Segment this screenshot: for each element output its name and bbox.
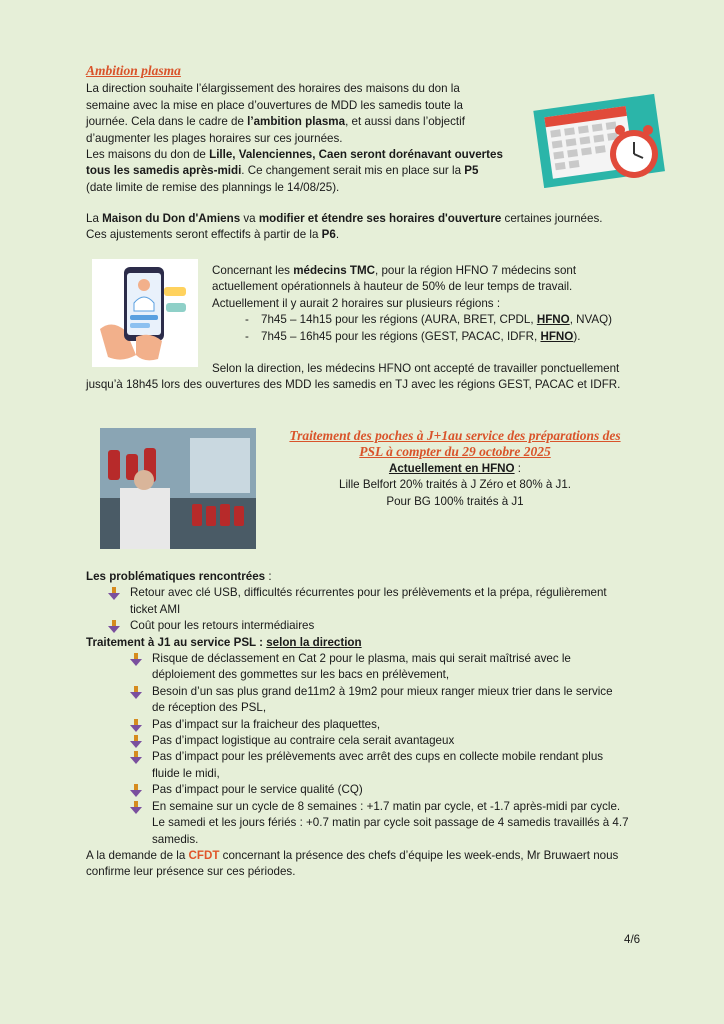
list-item: Pas d’impact pour le service qualité (CQ) <box>130 782 706 798</box>
list-item: Coût pour les retours intermédiaires <box>108 618 706 634</box>
list-item: ticket AMI <box>130 602 181 616</box>
list-item: Pas d’impact sur la fraicheur des plaquettes, <box>130 717 706 733</box>
arrow-down-bullet-icon <box>130 735 142 748</box>
arrow-down-bullet-icon <box>130 784 142 797</box>
amiens-paragraph: La Maison du Don d'Amiens va modifier et étendre ses horaires d'ouverture certaines journées. Ces ajustements seront effectifs à partir de la P6. <box>86 212 603 242</box>
horaires-list <box>245 312 692 345</box>
list-item: En semaine sur un cycle de 8 semaines : +1.7 matin par cycle, et -1.7 après-midi par cycle. Le samedi et les jours fériés : +0.7 matin par cycle soit passage de 4 samedis travaillés à 4.7 samedis. <box>130 799 706 848</box>
ambition-text: La direction souhaite l’élargissement des horaires des maisons du don la <box>86 82 460 96</box>
problems-list <box>108 585 706 634</box>
phone-doctor-icon <box>92 259 198 367</box>
arrow-down-bullet-icon <box>130 751 142 764</box>
list-item: - 7h45 – 16h45 pour les régions (GEST, PACAC, IDFR, HFNO). <box>245 329 692 345</box>
lab-photo <box>100 428 256 549</box>
arrow-down-bullet-icon <box>130 653 142 666</box>
j1-list <box>130 651 706 848</box>
tmc-direction-paragraph: Selon la direction, les médecins HFNO ont accepté de travailler ponctuellement jusqu’à 18h45 lors des ouvertures des MDD les samedis en TJ avec les régions GEST, PACAC et IDFR. <box>86 362 621 392</box>
list-item: Pas d’impact pour les prélèvements avec arrêt des cups en collecte mobile rendant plus fluide le midi, <box>130 749 706 782</box>
closing-paragraph: A la demande de la CFDT concernant la présence des chefs d’équipe les week-ends, Mr Bruwaert nous <box>86 848 619 862</box>
telemedicine-image <box>92 259 198 367</box>
page-number: 4/6 <box>624 933 641 946</box>
list-item: Besoin d’un sas plus grand de11m2 à 19m2 pour mieux ranger mieux trier dans le service de réception des PSL, <box>130 684 706 717</box>
arrow-down-bullet-icon <box>108 587 120 600</box>
ambition-section: Ambition plasma La direction souhaite l’élargissement des horaires des maisons du don la semaine avec la mise en place d’ouvertures de MDD les samedis toute la journée. Cela dans le cadre de l’ambition plasma, et aussi dans l’objectif d’augmenter les plages horaires sur ces journées. Les maisons du don de Lille, Valenciennes, Caen seront dorénavant ouvertes tous les samedis après-midi. Ce changement serait mis en place sur la P5 (date limite de remise des plannings le 14/08/25). <box>86 63 526 196</box>
tmc-section: Concernant les médecins TMC, pour la région HFNO 7 médecins sont actuellement opérationnels à hauteur de 50% de leur temps de travail. Actuellement il y aurait 2 horaires sur plusieurs régions : - 7h45 – 14h15 pour les régions (AURA, BRET, CPDL, HFNO, NVAQ) - 7h45 – 16h45 pour les régions (GEST, PACAC, IDFR, HFNO). <box>212 263 692 345</box>
arrow-down-bullet-icon <box>130 719 142 732</box>
psl-section: Traitement des poches à J+1au service des préparations des PSL à compter du 29 octobre 2025 Actuellement en HFNO : Lille Belfort 20% traités à J Zéro et 80% à J1. Pour BG 100% traités à J1 <box>262 428 648 510</box>
list-item: Retour avec clé USB, difficultés récurrentes pour les prélèvements et la prépa, régulièrement <box>108 585 706 601</box>
list-item: - 7h45 – 14h15 pour les régions (AURA, BRET, CPDL, HFNO, NVAQ) <box>245 312 692 328</box>
list-item: Risque de déclassement en Cat 2 pour le plasma, mais qui serait maîtrisé avec le déploiement des gommettes sur les bacs en prélèvement, <box>130 651 706 684</box>
arrow-down-bullet-icon <box>130 801 142 814</box>
j1-heading: Traitement à J1 au service PSL : selon la direction <box>86 635 362 649</box>
arrow-down-bullet-icon <box>130 686 142 699</box>
problems-section: Les problématiques rencontrées : Retour avec clé USB, difficultés récurrentes pour les prélèvements et la prépa, régulièrement ticket AMI Coût pour les retours intermédiaires Traitement à J1 au service PSL : selon la direction Risque de déclassement en Cat 2 pour le plasma, mais qui serait maîtrisé avec le déploiement des gommettes sur les bacs en prélèvement, Besoin d’un sas plus grand de11m2 à 19m2 pour mieux ranger mieux trier dans le service de réception des PSL, Pas d’impact sur la fraicheur des plaquettes, Pas d’impact logistique au contraire cela serait avantageux Pas d’impact pour les prélèvements avec arrêt des cups en collecte mobile rendant plus fluide le midi, Pas d’impact pour le service qualité (CQ) En semaine sur un cycle de 8 semaines : +1.7 matin par cycle, et -1.7 après-midi par cycle. Le samedi et les jours fériés : +0.7 matin par cycle soit passage de 4 samedis travaillés à 4.7 samedis. A la demande de la CFDT concernant la présence des chefs d’équipe les week-ends, Mr Bruwaert nous confirme leur présence sur ces périodes. <box>86 569 706 881</box>
psl-title: Traitement des poches à J+1au service des préparations des <box>289 428 621 443</box>
problems-heading: Les problématiques rencontrées : <box>86 570 272 583</box>
calendar-clock-icon <box>530 92 668 188</box>
arrow-down-bullet-icon <box>108 620 120 633</box>
calendar-clock-image <box>530 92 668 188</box>
blood-bags-icon <box>100 428 256 549</box>
list-item: Pas d’impact logistique au contraire cela serait avantageux <box>130 733 706 749</box>
ambition-title: Ambition plasma <box>86 63 181 78</box>
